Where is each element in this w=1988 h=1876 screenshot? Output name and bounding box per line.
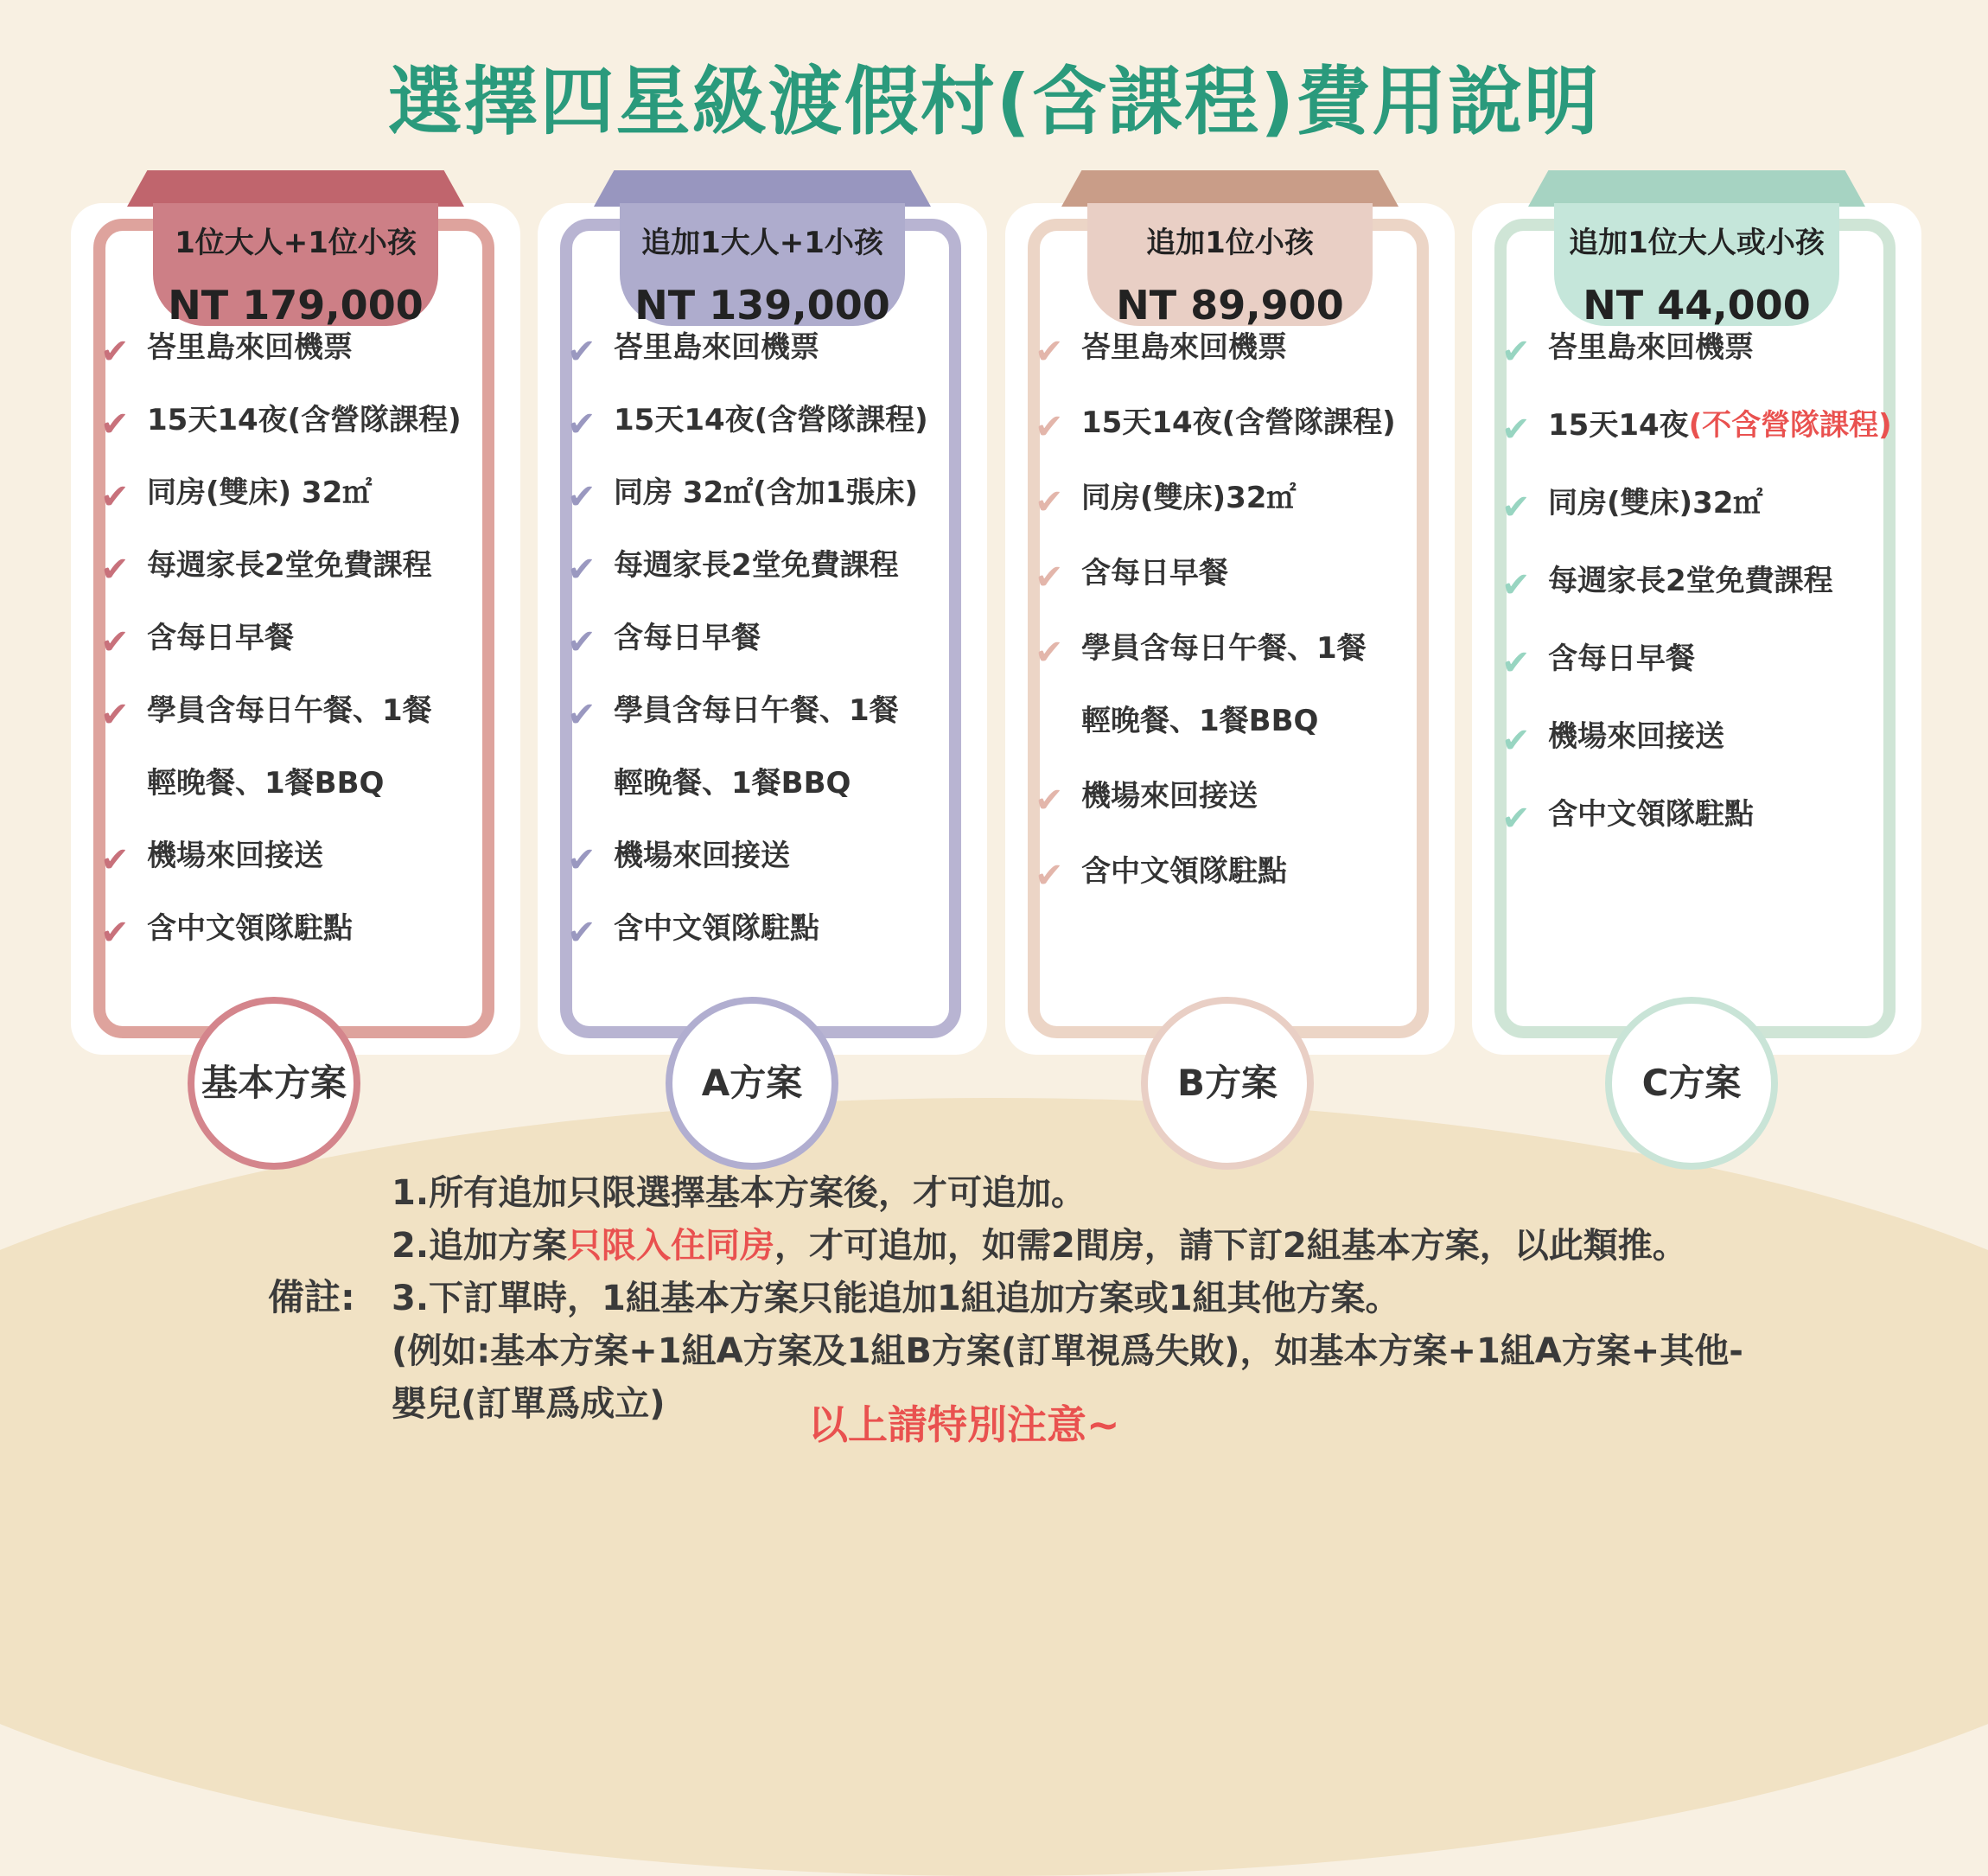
feature-list	[1501, 330, 1908, 877]
feature-text: 機場來回接送	[147, 839, 323, 873]
feature-item	[1035, 854, 1441, 896]
feature-text: 同房(雙床) 32㎡	[147, 475, 373, 510]
page-title: 選擇四星級渡假村(含課程)費用說明	[387, 59, 1601, 145]
check-icon: ✔	[567, 405, 596, 444]
check-icon: ✔	[100, 913, 130, 953]
feature-item	[1035, 481, 1441, 522]
check-icon: ✔	[1501, 721, 1531, 761]
feature-item	[1501, 641, 1908, 683]
feature-text: 含每日早餐	[1081, 556, 1228, 590]
note-text: 3.下訂單時，1組基本方案只能追加1組追加方案或1組其他方案。	[392, 1279, 1400, 1318]
ribbon-fold	[127, 170, 464, 207]
feature-text: 含中文領隊駐點	[147, 911, 353, 946]
check-icon: ✔	[1501, 410, 1531, 450]
feature-text: 每週家長2堂免費課程	[1548, 564, 1833, 598]
price-ribbon	[1087, 203, 1373, 329]
check-icon: ✔	[567, 913, 596, 953]
price-ribbon	[1554, 203, 1839, 329]
feature-continuation: 輕晚餐、1餐BBQ	[614, 766, 851, 801]
check-icon: ✔	[100, 550, 130, 590]
feature-item	[567, 403, 973, 444]
feature-text: 峇里島來回機票	[147, 330, 353, 365]
plan-label: 1位大人+1位小孩	[175, 226, 417, 260]
ribbon-fold	[594, 170, 931, 207]
plan-label: 追加1大人+1小孩	[641, 226, 883, 260]
check-icon: ✔	[1035, 407, 1064, 447]
note-line	[392, 1220, 1861, 1273]
check-icon: ✔	[1035, 482, 1064, 522]
price-ribbon	[153, 203, 438, 329]
feature-item	[1035, 631, 1441, 738]
feature-item	[100, 911, 507, 953]
plan-price: NT 89,900	[1116, 282, 1344, 329]
check-icon: ✔	[100, 332, 130, 372]
feature-text: 峇里島來回機票	[1081, 330, 1287, 365]
feature-item	[100, 330, 507, 372]
feature-item	[567, 911, 973, 953]
plan-card-b	[1005, 203, 1455, 1055]
price-ribbon	[620, 203, 905, 329]
note-text: 嬰兒(訂單爲成立)	[392, 1384, 666, 1424]
note-line	[392, 1273, 1861, 1325]
feature-list	[1035, 330, 1441, 932]
check-icon: ✔	[567, 622, 596, 662]
check-icon: ✔	[100, 840, 130, 880]
feature-text: 同房(雙床)32㎡	[1548, 486, 1763, 520]
feature-text: 含每日早餐	[1548, 641, 1695, 676]
note-line	[392, 1325, 1861, 1378]
feature-item	[1035, 330, 1441, 372]
check-icon: ✔	[1035, 633, 1064, 673]
feature-text: 每週家長2堂免費課程	[147, 548, 432, 583]
feature-text: 學員含每日午餐、1餐	[147, 693, 432, 728]
check-icon: ✔	[1035, 781, 1064, 820]
feature-text: 學員含每日午餐、1餐	[614, 693, 899, 728]
feature-highlight: (不含營隊課程)	[1688, 408, 1892, 443]
feature-text: 同房(雙床)32㎡	[1081, 481, 1297, 515]
check-icon: ✔	[567, 695, 596, 735]
feature-item	[1035, 779, 1441, 820]
plan-price: NT 179,000	[168, 282, 424, 329]
feature-item	[1501, 330, 1908, 372]
check-icon: ✔	[1035, 558, 1064, 597]
feature-text: 每週家長2堂免費課程	[614, 548, 899, 583]
check-icon: ✔	[1035, 856, 1064, 896]
feature-item	[100, 839, 507, 880]
check-icon: ✔	[100, 405, 130, 444]
feature-continuation: 輕晚餐、1餐BBQ	[1081, 704, 1319, 738]
feature-item	[567, 621, 973, 662]
basic-plan-badge: 基本方案	[188, 997, 360, 1170]
feature-text: 同房 32㎡(含加1張床)	[614, 475, 918, 510]
feature-text: 15天14夜(含營隊課程)	[1081, 405, 1396, 440]
note-line	[392, 1378, 1861, 1431]
check-icon: ✔	[567, 550, 596, 590]
ribbon-fold	[1528, 170, 1865, 207]
plan-b-badge: B方案	[1141, 997, 1314, 1170]
feature-list	[100, 330, 507, 986]
feature-text: 含中文領隊駐點	[1548, 797, 1754, 832]
notes-warning: 以上請特別注意~	[808, 1401, 1120, 1448]
feature-text: 峇里島來回機票	[614, 330, 819, 365]
check-icon: ✔	[1501, 643, 1531, 683]
plan-card-a	[538, 203, 987, 1055]
feature-text: 15天14夜(含營隊課程)	[147, 403, 462, 437]
feature-item	[1501, 408, 1908, 450]
note-highlight: 只限入住同房	[567, 1226, 775, 1266]
plan-price: NT 44,000	[1583, 282, 1811, 329]
feature-item	[567, 475, 973, 517]
notes-label: 備註:	[268, 1276, 355, 1318]
feature-item	[100, 621, 507, 662]
feature-item	[1501, 719, 1908, 761]
check-icon: ✔	[1035, 332, 1064, 372]
feature-item	[567, 548, 973, 590]
check-icon: ✔	[1501, 565, 1531, 605]
feature-text: 機場來回接送	[614, 839, 790, 873]
check-icon: ✔	[567, 332, 596, 372]
feature-item	[1501, 486, 1908, 527]
feature-item	[567, 693, 973, 801]
check-icon: ✔	[1501, 332, 1531, 372]
check-icon: ✔	[1501, 488, 1531, 527]
feature-text: 含中文領隊駐點	[1081, 854, 1287, 889]
note-text: (例如:基本方案+1組A方案及1組B方案(訂單視爲失敗)，如基本方案+1組A方案+其他-	[392, 1331, 1743, 1371]
note-text-after: ，才可追加，如需2間房，請下訂2組基本方案，以此類推。	[774, 1226, 1687, 1266]
plan-a-badge: A方案	[666, 997, 838, 1170]
feature-text: 15天14夜	[1548, 408, 1689, 443]
feature-text: 含每日早餐	[614, 621, 761, 655]
feature-item	[100, 475, 507, 517]
check-icon: ✔	[100, 622, 130, 662]
plan-card-basic	[71, 203, 520, 1055]
note-text: 2.追加方案	[392, 1226, 568, 1266]
feature-text: 機場來回接送	[1548, 719, 1724, 754]
feature-text: 學員含每日午餐、1餐	[1081, 631, 1367, 666]
check-icon: ✔	[567, 477, 596, 517]
feature-item	[567, 839, 973, 880]
check-icon: ✔	[100, 695, 130, 735]
notes-list	[392, 1167, 1861, 1431]
feature-item	[100, 403, 507, 444]
feature-item	[1035, 405, 1441, 447]
plan-card-c	[1472, 203, 1921, 1055]
feature-item	[1501, 564, 1908, 605]
plan-c-badge: C方案	[1605, 997, 1778, 1170]
note-line	[392, 1167, 1861, 1220]
plan-price: NT 139,000	[634, 282, 890, 329]
feature-list	[567, 330, 973, 986]
check-icon: ✔	[567, 840, 596, 880]
feature-text: 15天14夜(含營隊課程)	[614, 403, 928, 437]
feature-item	[1501, 797, 1908, 839]
plan-label: 追加1位大人或小孩	[1569, 226, 1825, 260]
feature-text: 含中文領隊駐點	[614, 911, 819, 946]
plan-label: 追加1位小孩	[1146, 226, 1314, 260]
feature-text: 含每日早餐	[147, 621, 294, 655]
feature-continuation: 輕晚餐、1餐BBQ	[147, 766, 385, 801]
feature-text: 峇里島來回機票	[1548, 330, 1754, 365]
check-icon: ✔	[100, 477, 130, 517]
check-icon: ✔	[1501, 799, 1531, 839]
ribbon-fold	[1061, 170, 1399, 207]
feature-text: 機場來回接送	[1081, 779, 1258, 814]
feature-item	[100, 693, 507, 801]
feature-item	[567, 330, 973, 372]
note-text: 1.所有追加只限選擇基本方案後，才可追加。	[392, 1173, 1086, 1213]
feature-item	[1035, 556, 1441, 597]
feature-item	[100, 548, 507, 590]
